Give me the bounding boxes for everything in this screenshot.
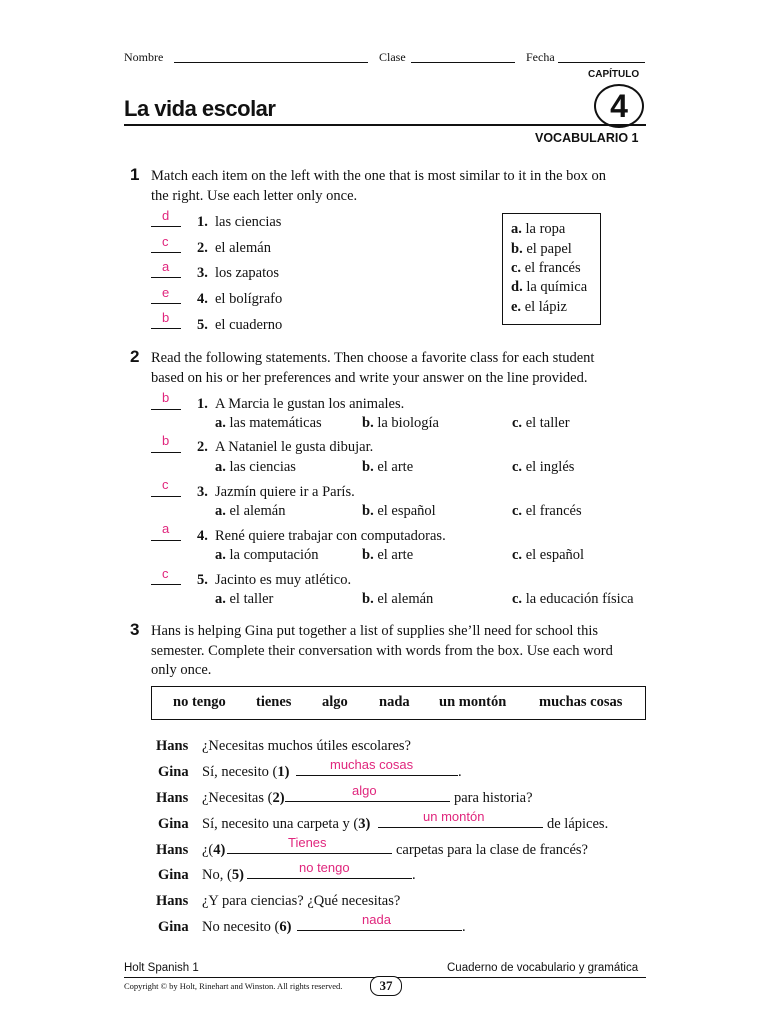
option-item: e. el lápiz [511, 299, 567, 315]
answer-text: a [162, 259, 170, 274]
clase-line[interactable] [411, 62, 515, 63]
answer-text: no tengo [299, 860, 350, 875]
option-b: b. la biología [362, 415, 439, 431]
page-number: 37 [370, 976, 402, 996]
answer-blank[interactable] [151, 540, 181, 541]
speaker: Hans [156, 893, 189, 909]
speaker: Hans [156, 790, 189, 806]
line-text: Sí, necesito una carpeta y (3) [202, 816, 371, 832]
answer-blank[interactable] [247, 878, 412, 879]
option-item: d. la química [511, 279, 588, 295]
word-bank-item: un montón [439, 694, 507, 710]
nombre-line[interactable] [174, 62, 368, 63]
line-text: Sí, necesito (1) [202, 764, 290, 780]
footer-book-title: Holt Spanish 1 [124, 962, 199, 974]
instructions: only once. [151, 662, 212, 678]
answer-blank[interactable] [151, 252, 181, 253]
speaker: Hans [156, 738, 189, 754]
item-text: los zapatos [215, 265, 280, 281]
item-text: el cuaderno [215, 317, 283, 333]
option-c: c. el español [512, 547, 585, 563]
option-c: c. la educación física [512, 591, 634, 607]
word-bank-item: tienes [256, 694, 292, 710]
word-bank-item: algo [322, 694, 348, 710]
answer-text: Tienes [288, 835, 327, 850]
answer-blank[interactable] [151, 277, 181, 278]
answer-blank[interactable] [227, 853, 392, 854]
answer-blank[interactable] [151, 452, 181, 453]
option-a: a. las matemáticas [215, 415, 322, 431]
option-item: c. el francés [511, 260, 581, 276]
answer-text: b [162, 390, 170, 405]
line-end: de lápices. [547, 816, 609, 832]
answer-blank[interactable] [296, 775, 458, 776]
item-number: 5. [197, 572, 208, 588]
fecha-line[interactable] [558, 62, 645, 63]
section-number: 2 [130, 347, 140, 366]
answer-blank[interactable] [151, 409, 181, 410]
speaker: Gina [158, 919, 189, 935]
item-number: 2. [197, 439, 208, 455]
item-number: 5. [197, 317, 208, 333]
answer-blank[interactable] [285, 801, 450, 802]
answer-blank[interactable] [151, 496, 181, 497]
line-text: No necesito (6) [202, 919, 292, 935]
speaker: Gina [158, 867, 189, 883]
line-text: ¿(4) [202, 842, 226, 858]
fecha-label: Fecha [526, 50, 555, 64]
answer-text: c [162, 477, 169, 492]
item-number: 2. [197, 240, 208, 256]
option-c: c. el inglés [512, 459, 575, 475]
option-a: a. el taller [215, 591, 274, 607]
answer-blank[interactable] [151, 303, 181, 304]
section-subtitle: VOCABULARIO 1 [535, 131, 639, 145]
footer-workbook-title: Cuaderno de vocabulario y gramática [447, 962, 639, 974]
item-number: 3. [197, 484, 208, 500]
item-text: Jacinto es muy atlético. [215, 572, 352, 588]
option-b: b. el alemán [362, 591, 434, 607]
page-title: La vida escolar [124, 96, 276, 121]
item-number: 1. [197, 396, 208, 412]
speaker: Gina [158, 764, 189, 780]
line-end: carpetas para la clase de francés? [396, 842, 588, 858]
item-number: 4. [197, 528, 208, 544]
answer-text: e [162, 285, 170, 300]
item-text: Jazmín quiere ir a París. [215, 484, 355, 500]
option-c: c. el taller [512, 415, 570, 431]
line-end: . [458, 764, 462, 780]
clase-label: Clase [379, 50, 406, 64]
speaker: Gina [158, 816, 189, 832]
answer-blank[interactable] [151, 584, 181, 585]
line-text: No, (5) [202, 867, 244, 883]
item-number: 3. [197, 265, 208, 281]
instructions: the right. Use each letter only once. [151, 188, 358, 204]
option-item: b. el papel [511, 241, 572, 257]
chapter-number: 4 [594, 84, 644, 128]
option-a: a. las ciencias [215, 459, 296, 475]
speaker: Hans [156, 842, 189, 858]
answer-blank[interactable] [378, 827, 543, 828]
copyright: Copyright © by Holt, Rinehart and Winston. All rights reserved. [124, 981, 343, 991]
line-end: . [412, 867, 416, 883]
item-text: A Marcia le gustan los animales. [215, 396, 405, 412]
answer-text: un montón [423, 809, 485, 824]
option-b: b. el español [362, 503, 436, 519]
option-a: a. el alemán [215, 503, 286, 519]
item-number: 1. [197, 214, 208, 230]
answer-text: muchas cosas [330, 757, 414, 772]
capitulo-label: CAPÍTULO [588, 69, 640, 80]
answer-text: nada [362, 912, 391, 927]
answer-blank[interactable] [151, 226, 181, 227]
item-text: el bolígrafo [215, 291, 283, 307]
item-text: René quiere trabajar con computadoras. [215, 528, 446, 544]
instructions: based on his or her preferences and write your answer on the line provided. [151, 370, 588, 386]
option-b: b. el arte [362, 459, 414, 475]
answer-text: d [162, 208, 170, 223]
answer-text: b [162, 310, 170, 325]
instructions: Read the following statements. Then choose a favorite class for each student [151, 350, 595, 366]
answer-text: a [162, 521, 170, 536]
section-number: 3 [130, 620, 140, 639]
word-bank-item: muchas cosas [539, 694, 623, 710]
word-bank-item: no tengo [173, 694, 226, 710]
answer-blank[interactable] [151, 328, 181, 329]
option-a: a. la computación [215, 547, 319, 563]
line-text: ¿Necesitas (2) [202, 790, 285, 806]
answer-text: c [162, 234, 169, 249]
title-rule [124, 124, 646, 126]
nombre-label: Nombre [124, 50, 164, 64]
instructions: Hans is helping Gina put together a list of supplies she’ll need for school this [151, 623, 599, 639]
answer-text: c [162, 566, 169, 581]
item-text: el alemán [215, 240, 271, 256]
answer-text: algo [352, 783, 377, 798]
answer-text: b [162, 433, 170, 448]
answer-blank[interactable] [297, 930, 462, 931]
item-text: A Nataniel le gusta dibujar. [215, 439, 374, 455]
line-end: para historia? [454, 790, 533, 806]
option-b: b. el arte [362, 547, 414, 563]
option-c: c. el francés [512, 503, 582, 519]
item-text: las ciencias [215, 214, 282, 230]
item-number: 4. [197, 291, 208, 307]
section-number: 1 [130, 165, 140, 184]
line-text: ¿Y para ciencias? ¿Qué necesitas? [202, 893, 401, 909]
option-item: a. la ropa [511, 221, 566, 237]
line-text: ¿Necesitas muchos útiles escolares? [202, 738, 411, 754]
line-end: . [462, 919, 466, 935]
instructions: Match each item on the left with the one that is most similar to it in the box on [151, 168, 607, 184]
word-bank-item: nada [379, 694, 410, 710]
instructions: semester. Complete their conversation with words from the box. Use each word [151, 643, 613, 659]
